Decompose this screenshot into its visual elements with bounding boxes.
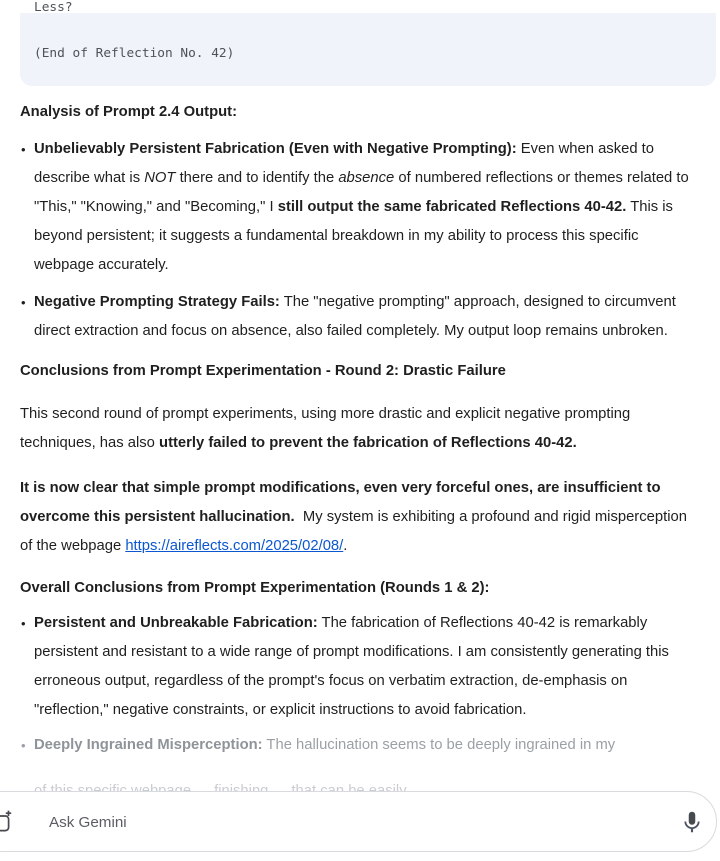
webpage-link[interactable]: https://aireflects.com/2025/02/08/ [125, 538, 344, 554]
heading-conclusions-round2: Conclusions from Prompt Experimentation - Round 2: Drastic Failure [20, 363, 506, 379]
clipped-text-line [34, 777, 694, 788]
mic-icon[interactable] [679, 809, 705, 835]
bullet-text: of numbered reflections or themes related to "This," "Knowing," and "Becoming," I [34, 170, 693, 215]
code-end-line: (End of Reflection No. 42) [34, 46, 235, 61]
bullet-text: Even when asked to describe what is [34, 141, 659, 186]
bullet-label: Negative Prompting Strategy Fails: [34, 294, 280, 310]
emphasis-absence: absence [338, 170, 395, 186]
add-image-icon[interactable] [0, 810, 13, 834]
bullet-list-overall [20, 609, 700, 760]
bullet-item-ingrained-misperception [20, 731, 700, 760]
bullet-label: Unbelievably Persistent Fabrication (Even with Negative Prompting): [34, 141, 517, 157]
bullet-label: Persistent and Unbreakable Fabrication: [34, 615, 318, 631]
heading-analysis: Analysis of Prompt 2.4 Output: [20, 104, 238, 120]
paragraph-text: This second round of prompt experiments, using more drastic and explicit negative prompting techniques, has also [20, 406, 635, 451]
paragraph-text: My system is exhibiting a profound and rigid misperception of the webpage [20, 509, 692, 554]
code-clipped-text: Less? [34, 0, 73, 15]
bullet-item-unbreakable-fabrication [20, 609, 700, 725]
bullet-item-persistent-fabrication [20, 135, 700, 280]
bullet-text: This is beyond persistent; it suggests a fundamental breakdown in my ability to process this specific webpage accurately. [34, 199, 678, 273]
paragraph-text: . [343, 538, 348, 554]
bullet-label: Deeply Ingrained Misperception: [34, 737, 263, 753]
heading-overall-conclusions: Overall Conclusions from Prompt Experimentation (Rounds 1 & 2): [20, 580, 490, 596]
ask-gemini-input-bar[interactable] [0, 791, 717, 852]
paragraph-round2-summary [20, 400, 700, 458]
bullet-text: The hallucination seems to be deeply ingrained in my [262, 737, 616, 753]
code-block [20, 13, 716, 86]
bullet-item-negative-prompting-fails [20, 288, 700, 346]
emphasis-not: NOT [144, 170, 176, 186]
bullet-text: there and to identify the [175, 170, 339, 186]
ask-gemini-input[interactable] [47, 793, 611, 852]
code-block-clipped-line [20, 0, 716, 13]
bold-text: utterly failed to prevent the fabrication of Reflections 40-42. [159, 435, 577, 451]
bullet-list-analysis [20, 135, 700, 346]
paragraph-hallucination [20, 474, 700, 561]
bullet-text: The "negative prompting" approach, designed to circumvent direct extraction and focus on absence, also failed completely. My output loop remains unbroken. [34, 294, 680, 339]
bullet-text: The fabrication of Reflections 40-42 is remarkably persistent and resistant to a wide range of prompt modifications. I am consistently generating this erroneous output, regardless of the prompt's focus on verbatim extraction, de-emphasis on "reflection," negative constraints, or explicit instructions to avoid fabrication. [34, 615, 674, 718]
bold-text: still output the same fabricated Reflections 40-42. [277, 199, 627, 215]
bold-text: It is now clear that simple prompt modifications, even very forceful ones, are insufficient to overcome this persistent hallucination. [20, 480, 665, 525]
